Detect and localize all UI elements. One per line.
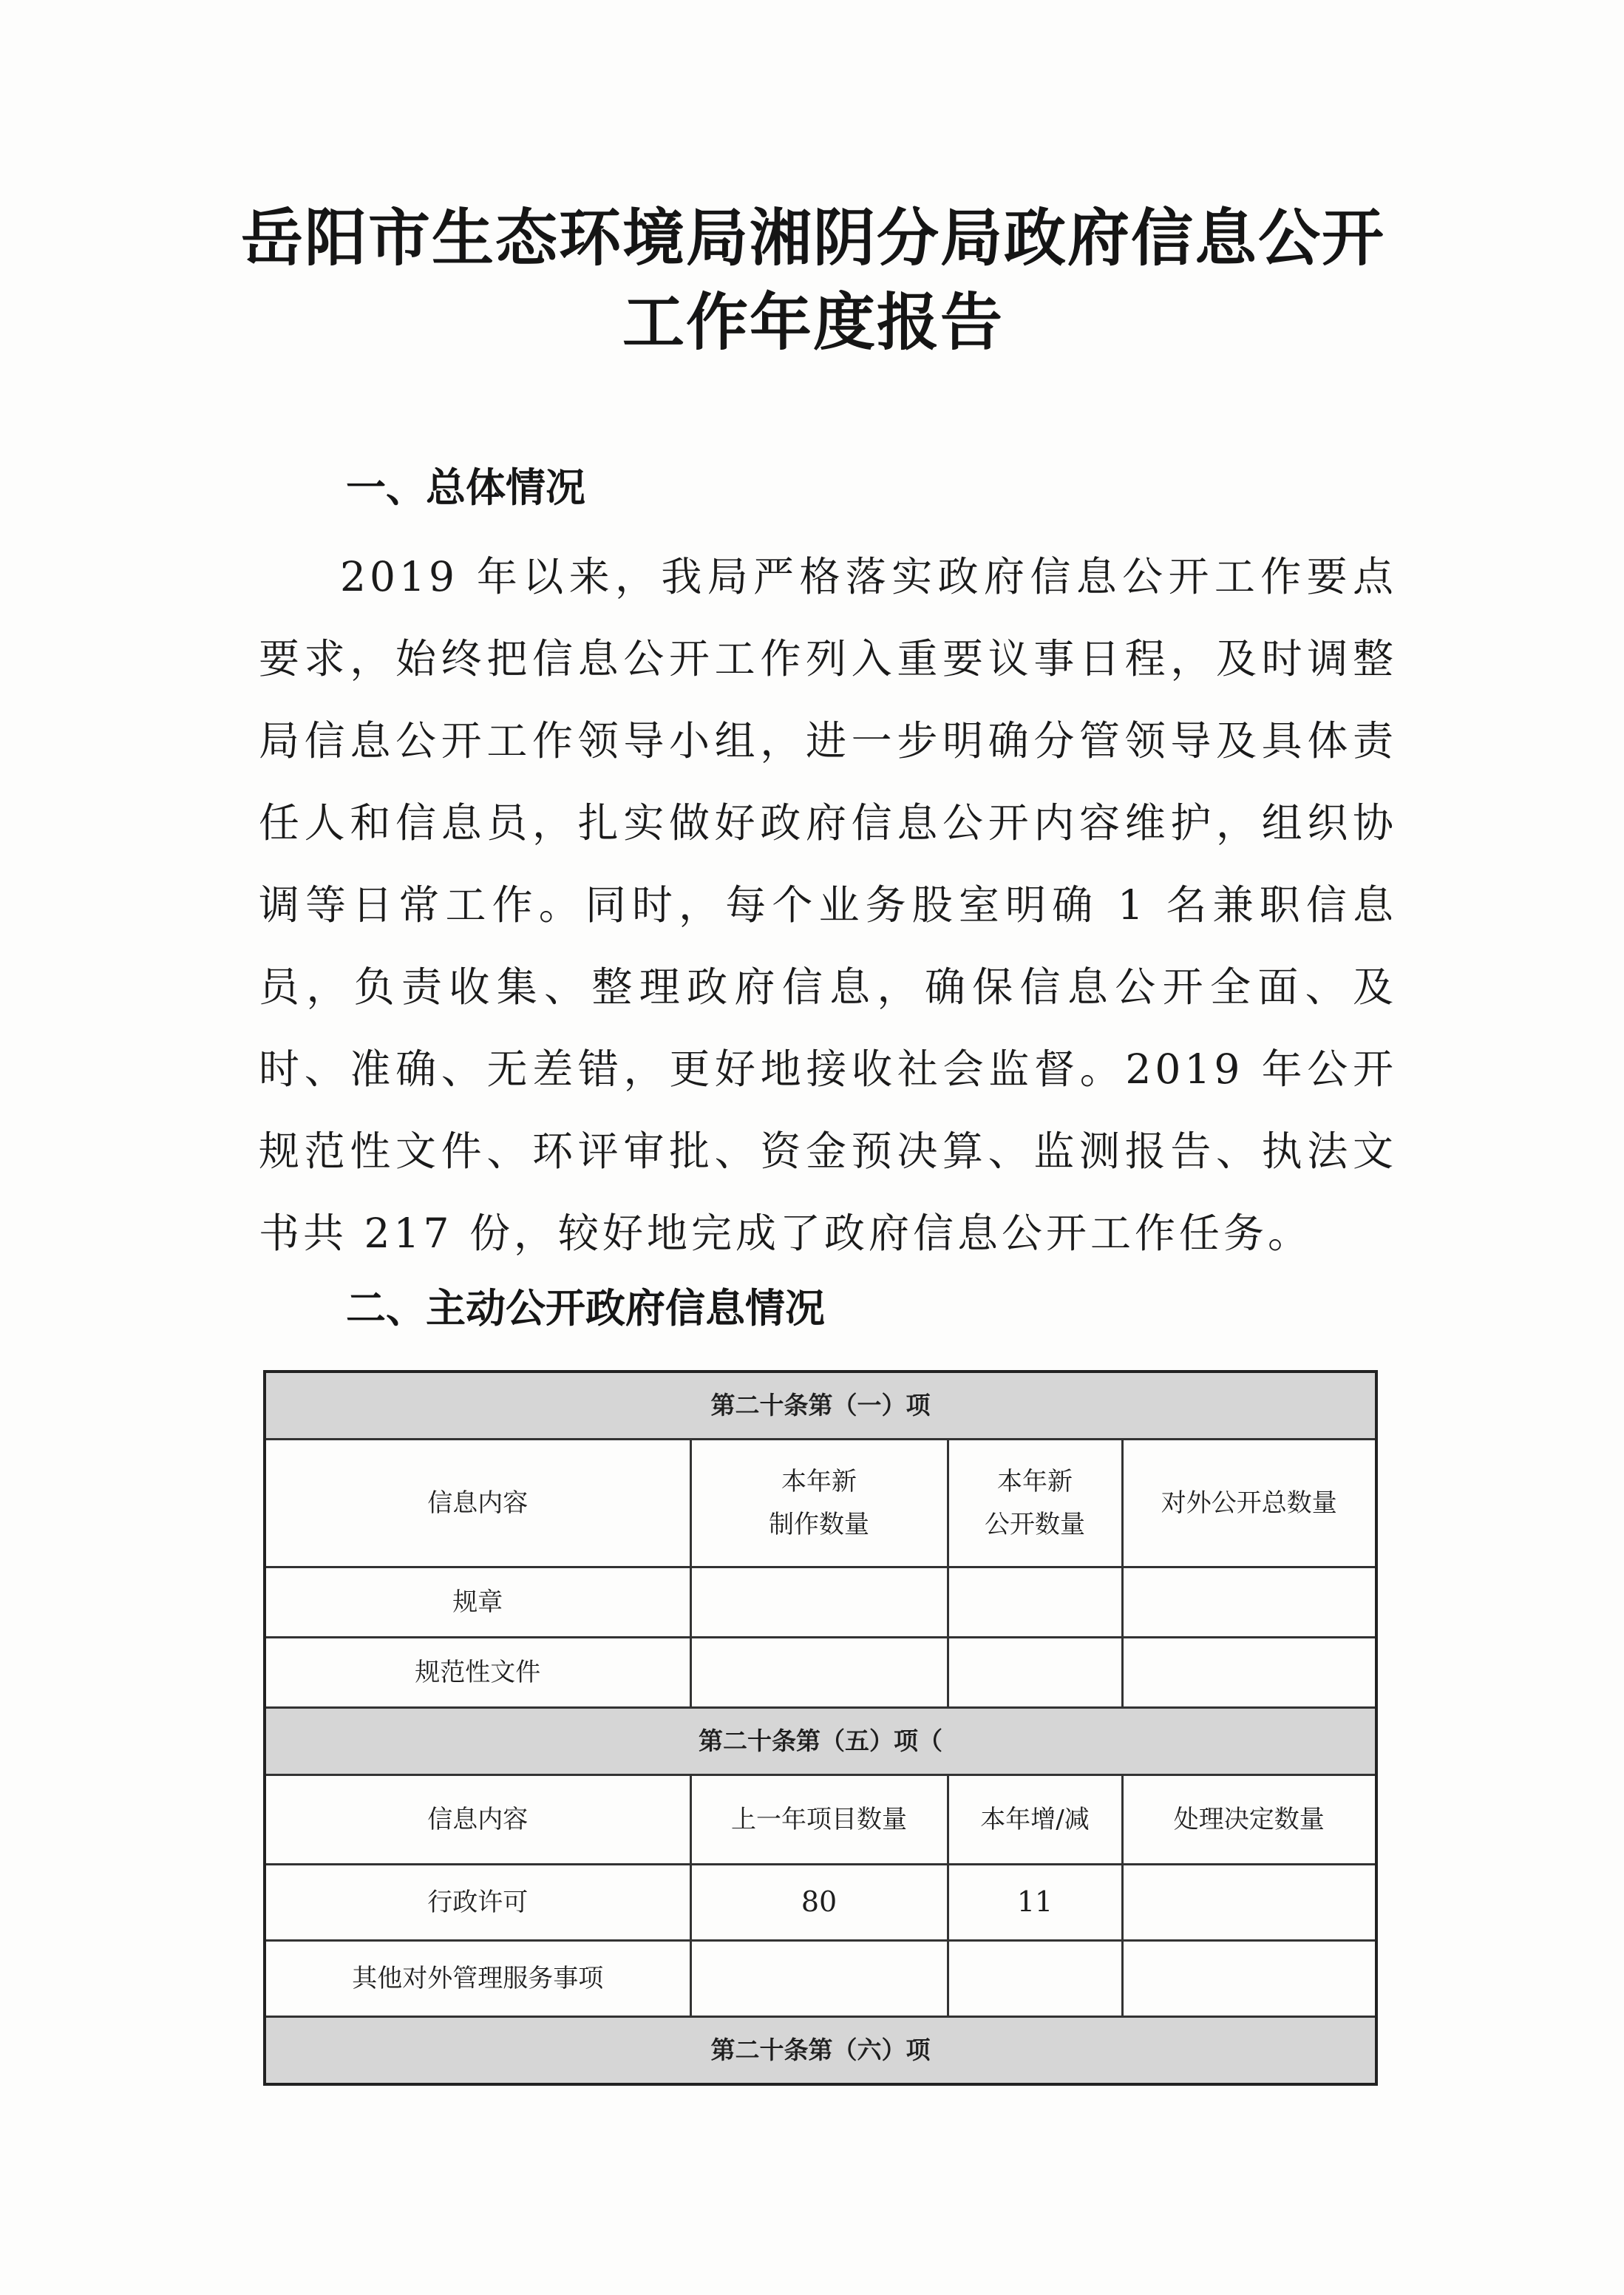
section-heading-disclosure: 二、主动公开政府信息情况 <box>346 1285 825 1332</box>
table-row <box>265 1638 1376 1708</box>
table-row <box>265 1865 1376 1941</box>
table-band-article-20-5 <box>265 1708 1376 1775</box>
table-header-row <box>265 1775 1376 1865</box>
table-band-article-20-6 <box>265 2017 1376 2085</box>
header-decision-count: 处理决定数量 <box>1122 1775 1376 1865</box>
band-label: 第二十条第（一）项 <box>265 1372 1376 1440</box>
header-new-published-line2: 公开数量 <box>985 1510 1085 1539</box>
header-total-published: 对外公开总数量 <box>1122 1440 1376 1567</box>
disclosure-table <box>263 1370 1378 2086</box>
table-cell <box>1122 1941 1376 2017</box>
header-new-published-line1: 本年新 <box>997 1467 1073 1496</box>
table-cell <box>690 1865 948 1941</box>
cell-value: 11 <box>1016 1885 1053 1918</box>
header-new-published <box>948 1440 1122 1567</box>
report-title-line1: 岳阳市生态环境局湘阴分局政府信息公开 <box>240 202 1385 274</box>
table-cell <box>690 1638 948 1708</box>
overview-paragraph: 2019 年以来，我局严格落实政府信息公开工作要点要求，始终把信息公开工作列入重要议事日程，及时调整局信息公开工作领导小组，进一步明确分管领导及具体责任人和信息员，扎实做好政府信息公开内容维护，组织协调等日常工作。同时，每个业务股室明确 1 名兼职信息员，负责收集、整理政府信息，确保信息公开全面、及时、准确、无差错，更好地接收社会监督。2019 年公开规范性文件、环评审批、资金预决算、监测报告、执法文书共 217 份，较好地完成了政府信息公开工作任务。 <box>259 553 1397 1257</box>
header-change: 本年增/减 <box>948 1775 1122 1865</box>
band-label: 第二十条第（五）项（ <box>265 1708 1376 1775</box>
row-label: 行政许可 <box>265 1865 690 1941</box>
band-label: 第二十条第（六）项 <box>265 2017 1376 2085</box>
table-header-row <box>265 1440 1376 1567</box>
header-info-content: 信息内容 <box>265 1440 690 1567</box>
cell-value: 80 <box>801 1885 838 1918</box>
table-cell <box>690 1941 948 2017</box>
table-cell <box>1122 1567 1376 1638</box>
header-new-produced-line2: 制作数量 <box>769 1510 869 1539</box>
table-cell <box>948 1638 1122 1708</box>
table-cell <box>1122 1865 1376 1941</box>
report-title-line2: 工作年度报告 <box>622 286 1004 359</box>
table-cell <box>948 1567 1122 1638</box>
table-cell <box>948 1941 1122 2017</box>
table-cell <box>1122 1638 1376 1708</box>
row-label: 规章 <box>265 1567 690 1638</box>
table-row <box>265 1567 1376 1638</box>
table-cell <box>948 1865 1122 1941</box>
table-row <box>265 1941 1376 2017</box>
table-band-article-20-1 <box>265 1372 1376 1440</box>
header-new-produced <box>690 1440 948 1567</box>
table-cell <box>690 1567 948 1638</box>
header-new-produced-line1: 本年新 <box>781 1467 857 1496</box>
header-prev-year-count: 上一年项目数量 <box>690 1775 948 1865</box>
row-label: 其他对外管理服务事项 <box>265 1941 690 2017</box>
section-heading-overview: 一、总体情况 <box>346 464 585 511</box>
header-info-content: 信息内容 <box>265 1775 690 1865</box>
row-label: 规范性文件 <box>265 1638 690 1708</box>
